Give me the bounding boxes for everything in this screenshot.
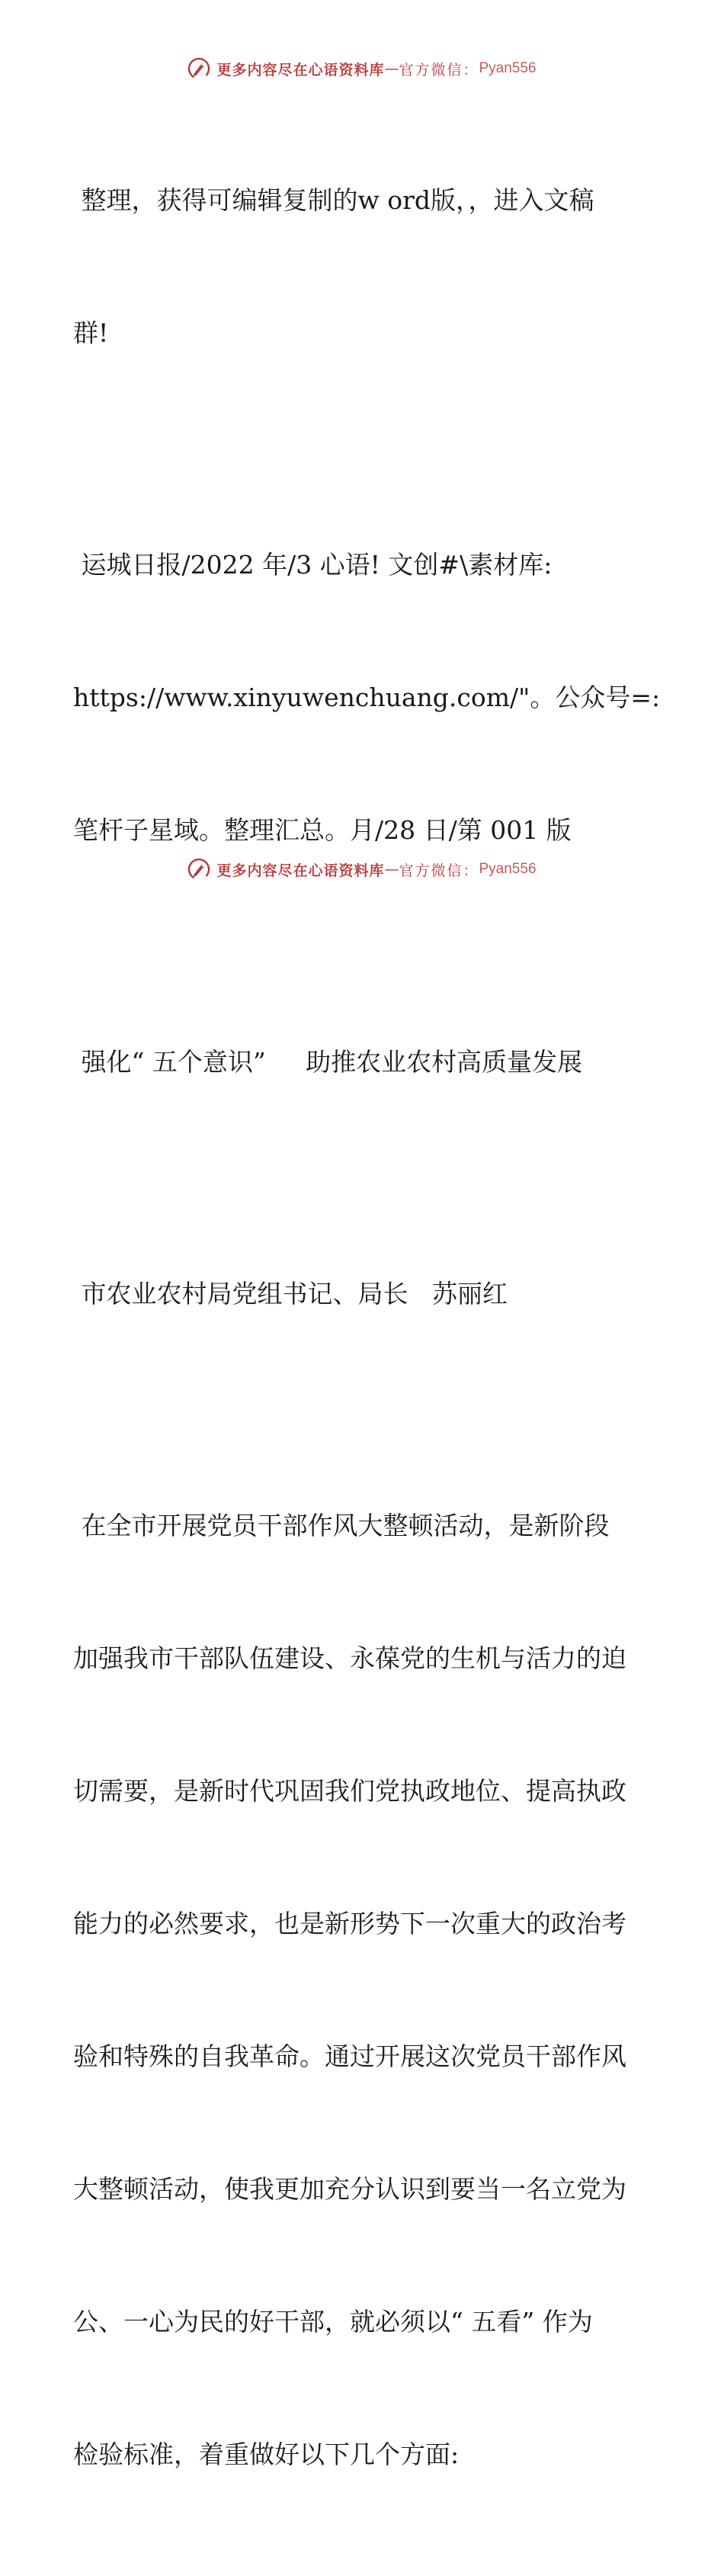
text-line: 检验标准，着重做好以下几个方面:	[73, 2439, 460, 2469]
banner-dash: —	[384, 861, 399, 878]
text-line: 切需要，是新时代巩固我们党执政地位、提高执政	[73, 1776, 626, 1806]
text-line: 运城日报/2022 年/3 心语! 文创#\素材库:	[73, 550, 553, 580]
text-line: 笔杆子星域。整理汇总。月/28 日/第 001 版	[73, 815, 572, 845]
banner-text: 更多内容尽在心语资料库	[216, 61, 385, 79]
footer-banner	[0, 854, 724, 885]
banner-wechat-id: Pyan556	[479, 60, 537, 76]
text-line: 群!	[73, 318, 109, 348]
text-line: 市农业农村局党组书记、局长 苏丽红	[73, 1279, 508, 1309]
text-line: https://www.xinyuwenchuang.com/"。公众号=:	[73, 683, 661, 712]
paragraph-intro-notice	[73, 90, 652, 444]
text-line: 整理，获得可编辑复制的w ord版，，进入文稿	[73, 185, 594, 215]
banner-wechat-id: Pyan556	[479, 861, 537, 877]
pen-nib-logo-icon	[187, 858, 210, 881]
text-line: 强化“ 五个意识” 助推农业农村高质量发展	[73, 1047, 583, 1077]
text-line: 在全市开展党员干部作风大整顿活动，是新阶段	[73, 1511, 610, 1540]
text-line: 能力的必然要求，也是新形势下一次重大的政治考	[73, 1909, 626, 1938]
text-line: 公、一心为民的好干部，就必须以“ 五看” 作为	[73, 2307, 593, 2337]
text-line: 验和特殊的自我革命。通过开展这次党员干部作风	[73, 2041, 626, 2071]
article-title	[73, 952, 652, 1173]
banner-suffix: 官方微信：	[399, 61, 479, 79]
text-line: 大整顿活动，使我更加充分认识到要当一名立党为	[73, 2174, 626, 2204]
article-author	[73, 1184, 652, 1405]
header-banner	[0, 53, 724, 84]
banner-dash: —	[384, 60, 399, 77]
pen-nib-logo-icon	[187, 57, 210, 80]
document-body	[73, 90, 661, 2576]
banner-text: 更多内容尽在心语资料库	[216, 862, 385, 879]
paragraph-body	[73, 1415, 652, 2565]
banner-suffix: 官方微信：	[399, 862, 479, 879]
text-line: 加强我市干部队伍建设、永葆党的生机与活力的迫	[73, 1643, 626, 1673]
